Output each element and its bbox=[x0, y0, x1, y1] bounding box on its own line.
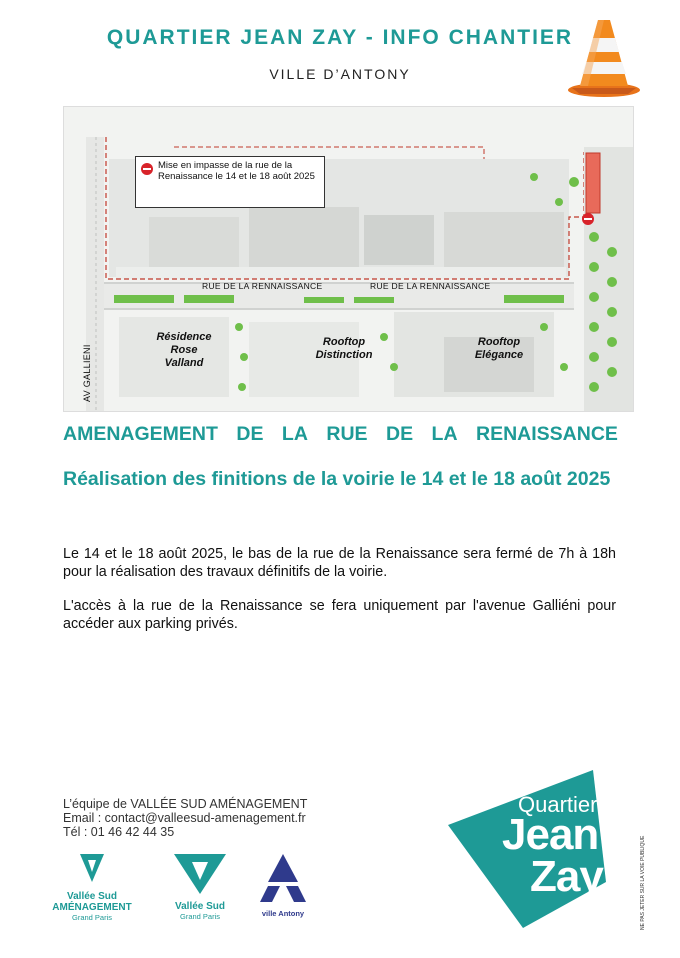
quartier-jean-zay-logo: Quartier Jean Zay bbox=[448, 770, 606, 928]
ville-antony-logo: ville Antony bbox=[252, 852, 314, 922]
no-entry-icon bbox=[582, 213, 594, 225]
building-label: Résidence Rose Valland bbox=[156, 331, 212, 369]
vallee-sud-amenagement-logo: Vallée Sud AMÉNAGEMENT Grand Paris bbox=[46, 852, 138, 932]
contact-phone: Tél : 01 46 42 44 35 bbox=[63, 825, 175, 839]
vallee-sud-grand-paris-logo: Vallée Sud Grand Paris bbox=[160, 852, 240, 932]
contact-email: Email : contact@valleesud-amenagement.fr bbox=[63, 811, 306, 825]
callout-text: Mise en impasse de la rue de la Renaissance le 14 et le 18 août 2025 bbox=[158, 160, 315, 182]
antony-emblem-icon bbox=[252, 852, 314, 904]
recycling-note: NE PAS JETER SUR LA VOIE PUBLIQUE bbox=[640, 835, 646, 930]
headline-word: RUE bbox=[326, 423, 368, 445]
headline-word: DE bbox=[236, 423, 264, 445]
body-paragraph-1: Le 14 et le 18 août 2025, le bas de la rue de la Renaissance sera fermé de 7h à 18h pour la réalisation des travaux définitifs de la voirie. bbox=[63, 546, 616, 580]
avenue-label: AV GALLIENI bbox=[82, 344, 92, 402]
no-entry-icon bbox=[141, 163, 153, 175]
page-subtitle: VILLE D’ANTONY bbox=[269, 66, 411, 82]
vallee-sud-emblem-icon bbox=[160, 852, 240, 896]
building-label: Rooftop Distinction bbox=[315, 336, 373, 361]
site-map bbox=[63, 106, 634, 412]
building-label: Rooftop Elégance bbox=[474, 336, 524, 361]
headline-word: AMENAGEMENT bbox=[63, 423, 218, 445]
headline-word: LA bbox=[431, 423, 458, 445]
vallee-sud-emblem-icon bbox=[46, 852, 138, 886]
headline-word: RENAISSANCE bbox=[476, 423, 618, 445]
closure-callout bbox=[135, 156, 325, 208]
subheadline: Réalisation des finitions de la voirie le 14 et le 18 août 2025 bbox=[63, 468, 611, 490]
street-label: RUE DE LA RENNAISSANCE bbox=[370, 281, 491, 291]
team-name: L’équipe de VALLÉE SUD AMÉNAGEMENT bbox=[63, 797, 308, 811]
street-label: RUE DE LA RENNAISSANCE bbox=[202, 281, 323, 291]
headline bbox=[63, 423, 618, 446]
contact-block bbox=[63, 797, 307, 839]
headline-word: LA bbox=[281, 423, 308, 445]
traffic-cone-icon bbox=[566, 16, 642, 98]
page-title: QUARTIER JEAN ZAY - INFO CHANTIER bbox=[106, 26, 574, 49]
body-paragraph-2: L'accès à la rue de la Renaissance se fera uniquement par l'avenue Galliéni pour accéder aux parking privés. bbox=[63, 598, 616, 632]
headline-word: DE bbox=[386, 423, 414, 445]
